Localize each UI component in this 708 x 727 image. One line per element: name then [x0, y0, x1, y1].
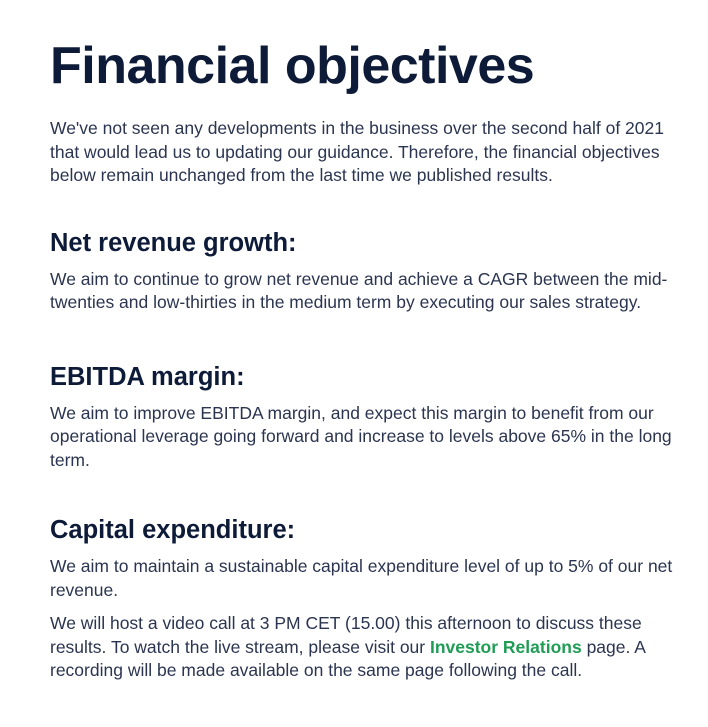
section-net-revenue-growth [50, 227, 688, 315]
investor-relations-link[interactable]: Investor Relations [429, 636, 582, 657]
section-body: We aim to improve EBITDA margin, and expect this margin to benefit from our operational leverage going forward and increase to levels above 65% in the long term. [50, 402, 672, 470]
section-body: We aim to maintain a sustainable capital expenditure level of up to 5% of our net revenue. [50, 556, 673, 600]
section-heading: Capital expenditure: [50, 516, 296, 544]
section-capital-expenditure [50, 514, 688, 602]
section-heading: Net revenue growth: [50, 228, 297, 257]
closing-text-after-link: page. A recording will be made available on the same page following the call. [50, 636, 645, 680]
section-body: We aim to continue to grow net revenue and achieve a CAGR between the mid-twenties and low-thirties in the medium term by executing our sales strategy. [50, 268, 668, 312]
closing-text-before-link: We will host a video call at 3 PM CET (15.00) this afternoon to discuss these results. To watch the live stream, please visit our [50, 613, 642, 657]
intro-paragraph: We've not seen any developments in the business over the second half of 2021 that would lead us to updating our guidance. Therefore, the financial objectives below remain unchanged from the last time we published results. [50, 118, 664, 185]
section-heading: EBITDA margin: [50, 362, 245, 391]
section-ebitda-margin [50, 361, 688, 473]
page-title: Financial objectives [50, 37, 535, 95]
closing-paragraph [50, 612, 688, 683]
